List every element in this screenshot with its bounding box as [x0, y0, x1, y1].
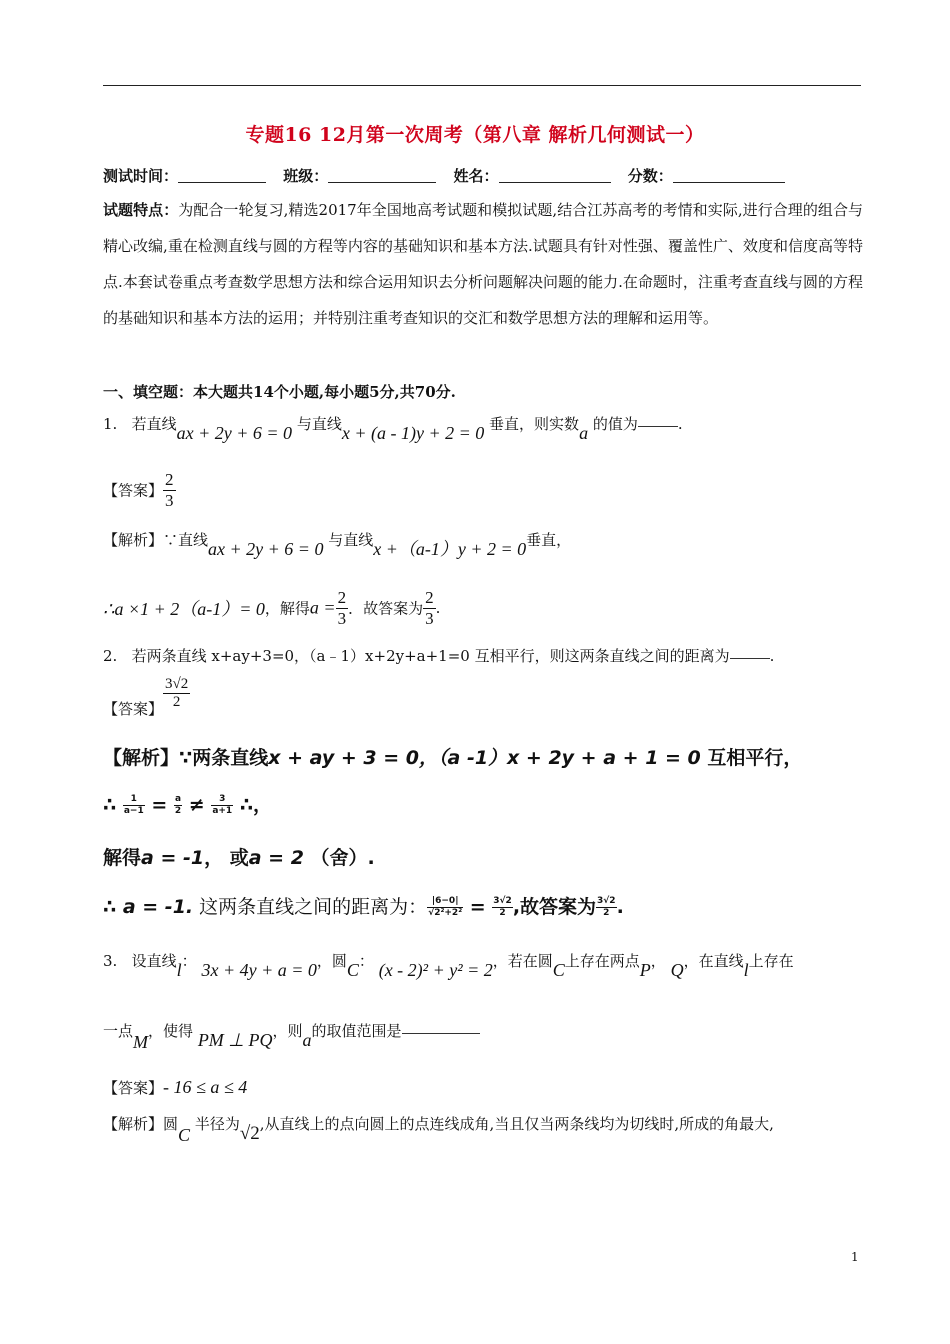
section-title: 一、填空题：本大题共14个小题,每小题5分,共70分. [103, 383, 456, 401]
q3-eq1: 3x + 4y + a = 0 [201, 960, 317, 980]
q3-stem-line1 [103, 950, 794, 981]
score-label: 分数： [627, 167, 673, 185]
q1-stem [103, 413, 683, 444]
q2-sol-text: ∴， [233, 794, 273, 816]
q1-text: 与直线 [296, 415, 342, 433]
q1-text: 的值为 [592, 415, 638, 433]
q1-sol-eq2: x +（a-1）y + 2 = 0 [373, 539, 527, 559]
q2-sol-text: 互相平行， [700, 747, 803, 769]
frac-den: a+1 [212, 806, 233, 816]
name-label: 姓名： [453, 167, 499, 185]
q3-text: ： [181, 952, 197, 970]
q1-answer-fraction [163, 470, 176, 510]
frac-num: 3√2 [163, 676, 190, 694]
q3-answer-value: - 16 ≤ a ≤ 4 [163, 1077, 248, 1097]
q1-end: . [677, 415, 683, 433]
q3-var: l [176, 960, 182, 980]
q1-answer-blank[interactable] [638, 426, 678, 427]
q2-solution-line1 [103, 743, 802, 770]
q2-sol-eq: a = -1 [141, 847, 205, 869]
q3-var: P [639, 960, 651, 980]
q2-sol-text: . [616, 896, 624, 918]
q3-text: ， [650, 952, 666, 970]
q2-sol-eq: ∴ a = -1. [103, 896, 194, 918]
frac-num: 2 [337, 588, 347, 607]
q3-var: C [552, 960, 565, 980]
q2-sol-text: ,故答案为 [512, 896, 597, 918]
q2-end: . [769, 647, 775, 665]
frac-den: 2 [172, 694, 181, 711]
frac-den: 3 [425, 608, 434, 628]
class-blank[interactable] [328, 168, 436, 183]
q3-text: ，在直线 [683, 952, 744, 970]
class-label: 班级： [283, 167, 329, 185]
q3-text: 上存在 [748, 952, 794, 970]
q3-sol-text: ,从直线上的点向圆上的点连线成角,当且仅当两条线均为切线时,所成的角最大, [259, 1115, 774, 1133]
q3-sol-var: C [178, 1125, 191, 1145]
q1-sol-text: 垂直， [526, 531, 572, 549]
q1-sol-fraction [423, 588, 436, 628]
q3-text: 设直线 [131, 952, 177, 970]
q3-sol-label: 【解析】 [103, 1115, 164, 1133]
q1-sol-fraction [336, 588, 349, 628]
q1-var: a [579, 423, 589, 443]
intro-text: 为配合一轮复习,精选2017年全国地高考试题和模拟试题,结合江苏高考的考情和实际,进行合理的组合与精心改编,重在检测直线与圆的方程等内容的基础知识和基本方法.试题具有针对性强、覆盖性广、效度和信度高等特点.本套试卷重点考查数学思想方法和综合运用知识去分析问题解决问题的能力.在命题时，注重考查直线与圆的方程的基础知识和基本方法的运用；并特别注重考查知识的交汇和数学思想方法的理解和运用等。 [103, 201, 863, 327]
q1-sol-eq: ∴a ×1 + 2（a-1）= 0 [103, 599, 265, 620]
q3-var: l [743, 960, 749, 980]
q2-sol-fraction [174, 794, 182, 817]
q3-var: Q [670, 960, 684, 980]
q2-sol-text: 【解析】∵两条直线 [103, 747, 269, 769]
q3-var: a [302, 1030, 312, 1050]
frac-den: 2 [603, 908, 610, 918]
q3-text: ，若在圆 [492, 952, 553, 970]
q3-text: ，使得 [148, 1022, 194, 1040]
q1-sol-text: ．故答案为 [348, 599, 424, 618]
q2-sol-text: = [463, 896, 493, 918]
q2-sol-fraction [427, 896, 463, 919]
q2-number: 2. [103, 647, 118, 665]
frac-num: a [174, 794, 182, 805]
q1-sol-text: ∵直线 [163, 531, 209, 549]
q1-text: 垂直，则实数 [489, 415, 580, 433]
q3-text: 的取值范围是 [311, 1022, 402, 1040]
q2-sol-fraction [123, 794, 145, 817]
q3-text: 上存在两点 [564, 952, 640, 970]
frac-num: 2 [165, 470, 174, 489]
frac-num: 1 [123, 794, 145, 806]
q3-sol-radius: √2 [239, 1123, 260, 1144]
q3-var: M [133, 1032, 149, 1052]
q1-sol-label: 【解析】 [103, 531, 164, 549]
q3-stem-line2 [103, 1020, 480, 1053]
time-blank[interactable] [178, 168, 266, 183]
score-blank[interactable] [673, 168, 785, 183]
q3-text: ，则 [272, 1022, 303, 1040]
q2-sol-text: 解得 [103, 847, 142, 869]
q1-text: 若直线 [131, 415, 177, 433]
q1-answer-label: 【答案】 [103, 481, 164, 500]
q3-eq3: PM ⊥ PQ [197, 1030, 273, 1050]
frac-num: |6−0| [427, 896, 463, 908]
q3-text: 一点 [103, 1022, 134, 1040]
intro-label: 试题特点： [103, 201, 179, 219]
intro-paragraph [103, 192, 863, 336]
q1-eq2: x + (a - 1)y + 2 = 0 [341, 423, 485, 443]
frac-den: 3 [337, 608, 347, 628]
q2-answer [103, 676, 190, 719]
q2-sol-fraction [596, 896, 617, 919]
test-info-row [103, 165, 797, 186]
q1-answer [103, 470, 176, 510]
q2-sol-text: = [144, 794, 174, 816]
q1-sol-eq: a = [309, 597, 336, 618]
q3-answer-blank[interactable] [402, 1033, 480, 1034]
time-label: 测试时间： [103, 167, 179, 185]
frac-den: a−1 [123, 806, 144, 816]
q2-sol-text: ， 或 [204, 847, 249, 869]
q1-solution-line1 [103, 529, 571, 561]
q2-text: 若两条直线 x+ay+3=0，（a﹣1）x+2y+a+1=0 互相平行，则这两条直线之间的距离为 [131, 647, 730, 665]
q2-solution-line4 [103, 892, 624, 919]
q2-solution-line2 [103, 790, 272, 817]
q2-answer-blank[interactable] [730, 658, 770, 659]
q1-sol-text: ，解得 [264, 599, 310, 618]
frac-den: 2 [174, 806, 182, 816]
q3-eq2: (x - 2)² + y² = 2 [378, 960, 493, 980]
q2-stem [103, 645, 774, 666]
q3-sol-text: 圆 [163, 1115, 179, 1133]
q3-answer-label: 【答案】 [103, 1079, 164, 1097]
q1-sol-eq1: ax + 2y + 6 = 0 [208, 539, 324, 559]
q2-sol-text: ∴ [103, 794, 123, 816]
q3-text: ： [358, 952, 374, 970]
header-rule [103, 85, 861, 86]
frac-den: √2²+2² [428, 908, 463, 918]
q2-sol-eq: x + ay + 3 = 0 [268, 747, 420, 769]
q3-var: C [346, 960, 359, 980]
page-number: 1 [851, 1250, 859, 1264]
q2-sol-fraction [492, 896, 513, 919]
q3-text: ，圆 [316, 952, 347, 970]
q1-solution-line2 [103, 588, 440, 628]
frac-num: 3√2 [597, 896, 616, 907]
q3-number: 3. [103, 952, 118, 970]
q2-sol-text: ≠ [182, 794, 212, 816]
q3-sol-text: 半径为 [194, 1115, 240, 1133]
q1-sol-text: . [435, 599, 441, 618]
page-title: 专题16 12月第一次周考（第八章 解析几何测试一） [245, 124, 705, 146]
q3-solution [103, 1113, 774, 1146]
q2-solution-line3 [103, 843, 375, 870]
frac-num: 2 [425, 588, 434, 607]
frac-den: 2 [499, 908, 506, 918]
q1-number: 1. [103, 415, 118, 433]
frac-num: 3 [211, 794, 233, 806]
q2-sol-eq: a = 2 [248, 847, 304, 869]
q2-sol-fraction [211, 794, 233, 817]
name-blank[interactable] [499, 168, 611, 183]
q2-sol-text: （舍）. [303, 847, 375, 869]
q2-sol-text: 这两条直线之间的距离为： [193, 896, 428, 918]
q1-sol-text: 与直线 [328, 531, 374, 549]
q3-answer [103, 1077, 247, 1098]
frac-num: 3√2 [493, 896, 512, 907]
q2-answer-label: 【答案】 [103, 700, 164, 718]
q2-answer-fraction [163, 676, 190, 712]
frac-den: 3 [165, 490, 174, 510]
q1-eq1: ax + 2y + 6 = 0 [176, 423, 293, 443]
q2-sol-eq: ，（a -1）x + 2y + a + 1 = 0 [419, 747, 701, 769]
